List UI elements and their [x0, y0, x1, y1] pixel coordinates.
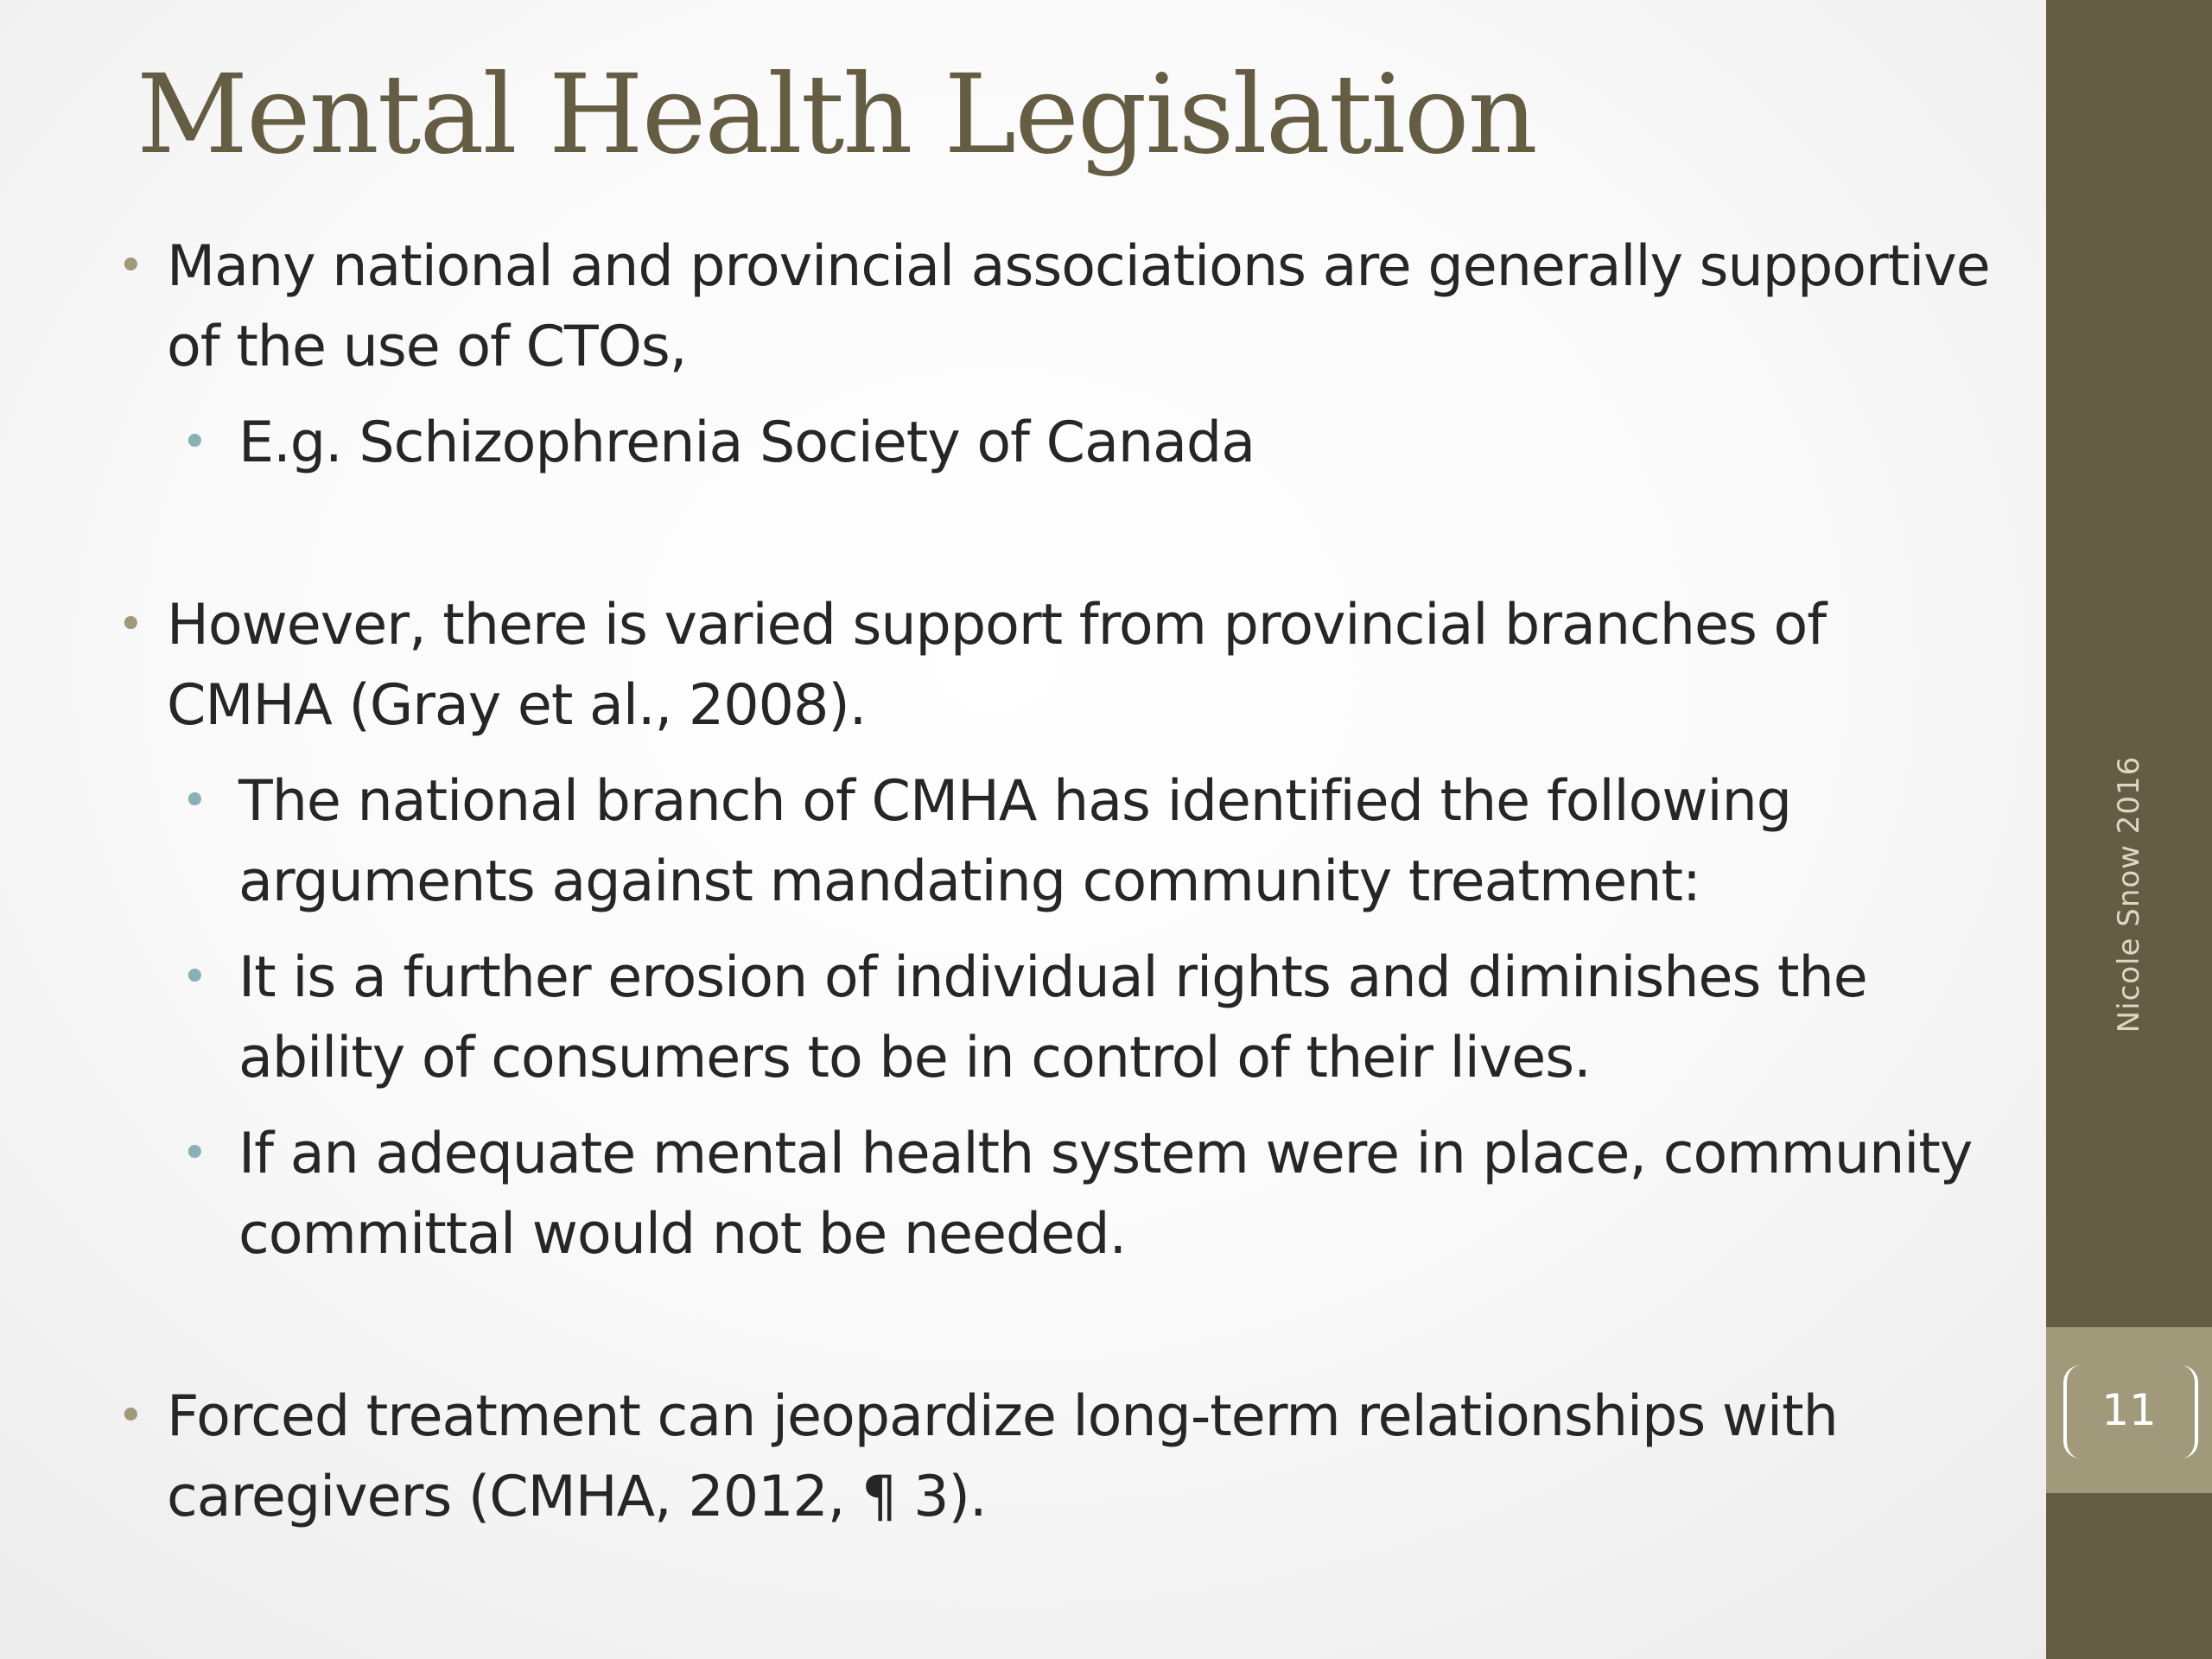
sub-bullet-text: If an adequate mental health system were in place, community committal would not be needed.: [238, 1122, 1973, 1267]
sub-bullet-item: [111, 403, 1994, 483]
sub-bullet-text: The national branch of CMHA has identified the following arguments against mandating community treatment:: [238, 769, 1792, 914]
bullet-item: [111, 1376, 1994, 1537]
slide-body: [111, 226, 1994, 1537]
sub-bullet-dot-icon: •: [181, 775, 207, 827]
sub-bullet-dot-icon: •: [181, 416, 207, 468]
sub-bullet-item: [111, 1114, 1994, 1274]
bullet-dot-icon: •: [118, 1390, 143, 1442]
sub-bullet-text: E.g. Schizophrenia Society of Canada: [238, 410, 1255, 475]
page-number-box: [2046, 1327, 2212, 1493]
bullet-dot-icon: •: [118, 240, 143, 292]
sub-bullet-text: It is a further erosion of individual rights and diminishes the ability of consumers to be in control of their lives.: [238, 945, 1867, 1090]
page-number: 11: [2101, 1385, 2157, 1435]
bullet-text: Forced treatment can jeopardize long-term relationships with caregivers (CMHA, 2012, ¶ 3).: [167, 1384, 1838, 1529]
bullet-text: However, there is varied support from provincial branches of CMHA (Gray et al., 2008).: [167, 593, 1827, 738]
bullet-item: [111, 226, 1994, 387]
footer-author: Nicole Snow 2016: [2112, 755, 2146, 1033]
bullet-text: Many national and provincial associations are generally supportive of the use of CTOs,: [167, 234, 1990, 379]
sub-bullet-item: [111, 761, 1994, 922]
bullet-item: [111, 585, 1994, 746]
bullet-dot-icon: •: [118, 599, 143, 651]
sub-bullet-dot-icon: •: [181, 951, 207, 1003]
slide-title: Mental Health Legislation: [137, 51, 1536, 178]
sub-bullet-dot-icon: •: [181, 1128, 207, 1179]
sub-bullet-item: [111, 938, 1994, 1098]
